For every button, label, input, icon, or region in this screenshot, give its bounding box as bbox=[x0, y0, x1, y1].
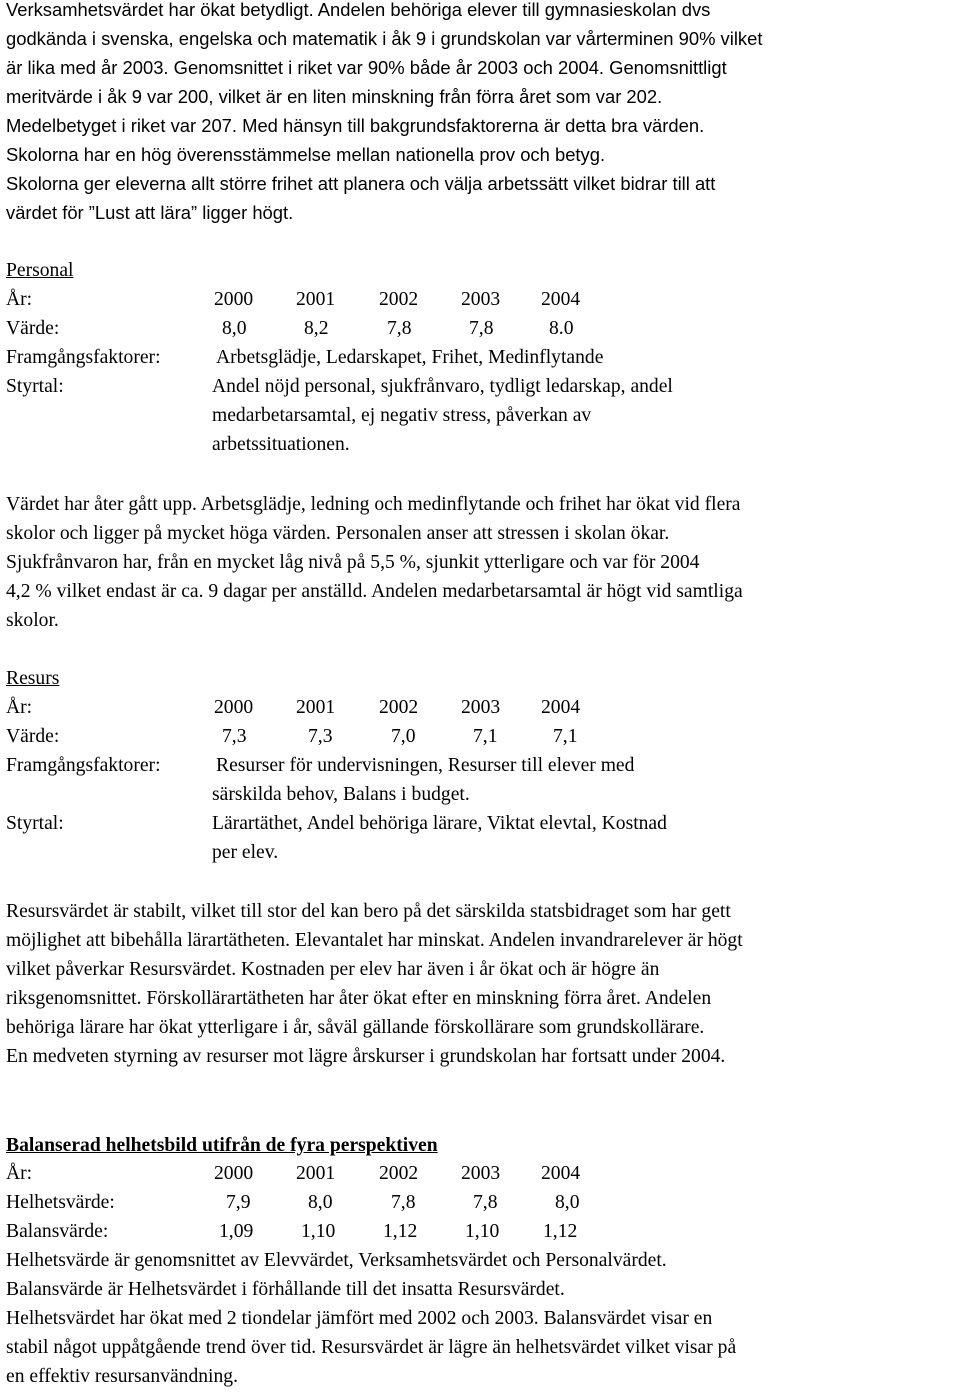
balans-cell: 1,12 bbox=[383, 1221, 418, 1242]
balans-cell: 1,12 bbox=[543, 1221, 578, 1242]
value-cell: 8,0 bbox=[222, 318, 247, 339]
year-cell: 2003 bbox=[461, 289, 501, 310]
intro-line: Medelbetyget i riket var 207. Med hänsyn till bakgrundsfaktorerna är detta bra värden. bbox=[6, 115, 705, 136]
value-cell: 7,3 bbox=[308, 726, 333, 747]
year-cell: 2002 bbox=[379, 1163, 419, 1184]
year-row bbox=[6, 1159, 956, 1188]
steer-label: Styrtal: bbox=[6, 376, 64, 397]
year-cell: 2000 bbox=[214, 289, 254, 310]
body-line: en effektiv resursanvändning. bbox=[6, 1366, 238, 1387]
value-cell: 7,1 bbox=[553, 726, 578, 747]
intro-line: Skolorna har en hög överensstämmelse mellan nationella prov och betyg. bbox=[6, 144, 606, 165]
year-label: År: bbox=[6, 289, 33, 310]
year-cell: 2002 bbox=[379, 289, 419, 310]
body-line: Sjukfrånvaron har, från en mycket låg nivå på 5,5 %, sjunkit ytterligare och var för 2004 bbox=[6, 552, 700, 573]
body-line: behöriga lärare har ökat ytterligare i år, såväl gällande förskollärare som grundskollärare. bbox=[6, 1017, 705, 1038]
helhet-label: Helhetsvärde: bbox=[6, 1192, 115, 1213]
value-cell: 7,8 bbox=[469, 318, 494, 339]
year-cell: 2002 bbox=[379, 697, 419, 718]
year-cell: 2004 bbox=[541, 1163, 581, 1184]
body-line: Helhetsvärdet har ökat med 2 tiondelar jämfört med 2002 och 2003. Balansvärdet visar en bbox=[6, 1308, 713, 1329]
body-line: vilket påverkar Resursvärdet. Kostnaden per elev har även i år ökat och är högre än bbox=[6, 959, 660, 980]
helhet-cell: 7,8 bbox=[391, 1192, 416, 1213]
steer-text: per elev. bbox=[212, 842, 279, 863]
steer-label: Styrtal: bbox=[6, 813, 64, 834]
steer-row bbox=[6, 809, 956, 838]
year-cell: 2001 bbox=[296, 697, 336, 718]
section-heading: Resurs bbox=[6, 668, 60, 689]
body-line: 4,2 % vilket endast är ca. 9 dagar per anställd. Andelen medarbetarsamtal är högt vid samtliga bbox=[6, 581, 743, 602]
year-cell: 2000 bbox=[214, 697, 254, 718]
body-line: riksgenomsnittet. Förskollärartätheten har åter ökat efter en minskning förra året. Andelen bbox=[6, 988, 712, 1009]
value-cell: 8.0 bbox=[549, 318, 574, 339]
helhet-cell: 8,0 bbox=[555, 1192, 580, 1213]
year-row bbox=[6, 693, 956, 722]
helhet-cell: 7,9 bbox=[226, 1192, 251, 1213]
value-label: Värde: bbox=[6, 726, 60, 747]
factors-text: Arbetsglädje, Ledarskapet, Frihet, Medinflytande bbox=[216, 347, 604, 368]
value-label: Värde: bbox=[6, 318, 60, 339]
balans-cell: 1,10 bbox=[465, 1221, 500, 1242]
value-cell: 7,1 bbox=[473, 726, 498, 747]
year-cell: 2003 bbox=[461, 1163, 501, 1184]
section-heading: Balanserad helhetsbild utifrån de fyra perspektiven bbox=[6, 1135, 438, 1156]
year-label: År: bbox=[6, 1163, 33, 1184]
body-line: Helhetsvärde är genomsnittet av Elevvärdet, Verksamhetsvärdet och Personalvärdet. bbox=[6, 1250, 667, 1271]
intro-line: meritvärde i åk 9 var 200, vilket är en liten minskning från förra året som var 202. bbox=[6, 86, 663, 107]
helhet-cell: 8,0 bbox=[308, 1192, 333, 1213]
body-line: skolor. bbox=[6, 610, 59, 631]
factors-text: Resurser för undervisningen, Resurser till elever med bbox=[216, 755, 635, 776]
value-cell: 7,0 bbox=[391, 726, 416, 747]
factors-row bbox=[6, 751, 956, 780]
year-label: År: bbox=[6, 697, 33, 718]
balans-cell: 1,09 bbox=[219, 1221, 254, 1242]
value-cell: 8,2 bbox=[304, 318, 329, 339]
body-line: En medveten styrning av resurser mot lägre årskurser i grundskolan har fortsatt under 2004. bbox=[6, 1046, 726, 1067]
body-line: möjlighet att bibehålla lärartätheten. Elevantalet har minskat. Andelen invandrarelever är högt bbox=[6, 930, 743, 951]
steer-text: Andel nöjd personal, sjukfrånvaro, tydligt ledarskap, andel bbox=[212, 376, 673, 397]
body-line: Värdet har åter gått upp. Arbetsglädje, ledning och medinflytande och frihet har ökat vid flera bbox=[6, 494, 741, 515]
intro-line: godkända i svenska, engelska och matematik i åk 9 i grundskolan var vårterminen 90% vilket bbox=[6, 28, 763, 49]
value-cell: 7,3 bbox=[222, 726, 247, 747]
body-line: skolor och ligger på mycket höga värden. Personalen anser att stressen i skolan ökar. bbox=[6, 523, 670, 544]
intro-line: är lika med år 2003. Genomsnittet i riket var 90% både år 2003 och 2004. Genomsnittligt bbox=[6, 57, 727, 78]
helhet-cell: 7,8 bbox=[473, 1192, 498, 1213]
year-cell: 2004 bbox=[541, 697, 581, 718]
year-cell: 2001 bbox=[296, 289, 336, 310]
body-line: Balansvärde är Helhetsvärdet i förhållande till det insatta Resursvärdet. bbox=[6, 1279, 565, 1300]
factors-text: särskilda behov, Balans i budget. bbox=[212, 784, 470, 805]
body-line: Resursvärdet är stabilt, vilket till stor del kan bero på det särskilda statsbidraget som har gett bbox=[6, 901, 731, 922]
helhet-row bbox=[6, 1188, 956, 1217]
year-cell: 2003 bbox=[461, 697, 501, 718]
steer-text: Lärartäthet, Andel behöriga lärare, Viktat elevtal, Kostnad bbox=[212, 813, 667, 834]
steer-text: arbetssituationen. bbox=[212, 434, 350, 455]
intro-line: Skolorna ger eleverna allt större frihet att planera och välja arbetssätt vilket bidrar till att bbox=[6, 173, 716, 194]
year-row bbox=[6, 285, 956, 314]
intro-line: Verksamhetsvärdet har ökat betydligt. Andelen behöriga elever till gymnasieskolan dvs bbox=[6, 0, 711, 20]
balans-row bbox=[6, 1217, 956, 1246]
year-cell: 2000 bbox=[214, 1163, 254, 1184]
factors-row bbox=[6, 343, 956, 372]
value-row bbox=[6, 722, 956, 751]
factors-label: Framgångsfaktorer: bbox=[6, 347, 161, 368]
year-cell: 2001 bbox=[296, 1163, 336, 1184]
steer-row bbox=[6, 372, 956, 401]
factors-label: Framgångsfaktorer: bbox=[6, 755, 161, 776]
intro-line: värdet för ”Lust att lära” ligger högt. bbox=[6, 202, 294, 223]
body-line: stabil något uppåtgående trend över tid. Resursvärdet är lägre än helhetsvärdet vilket visar på bbox=[6, 1337, 737, 1358]
steer-text: medarbetarsamtal, ej negativ stress, påverkan av bbox=[212, 405, 592, 426]
section-heading: Personal bbox=[6, 260, 74, 281]
value-cell: 7,8 bbox=[387, 318, 412, 339]
balans-label: Balansvärde: bbox=[6, 1221, 109, 1242]
balans-cell: 1,10 bbox=[301, 1221, 336, 1242]
year-cell: 2004 bbox=[541, 289, 581, 310]
value-row bbox=[6, 314, 956, 343]
